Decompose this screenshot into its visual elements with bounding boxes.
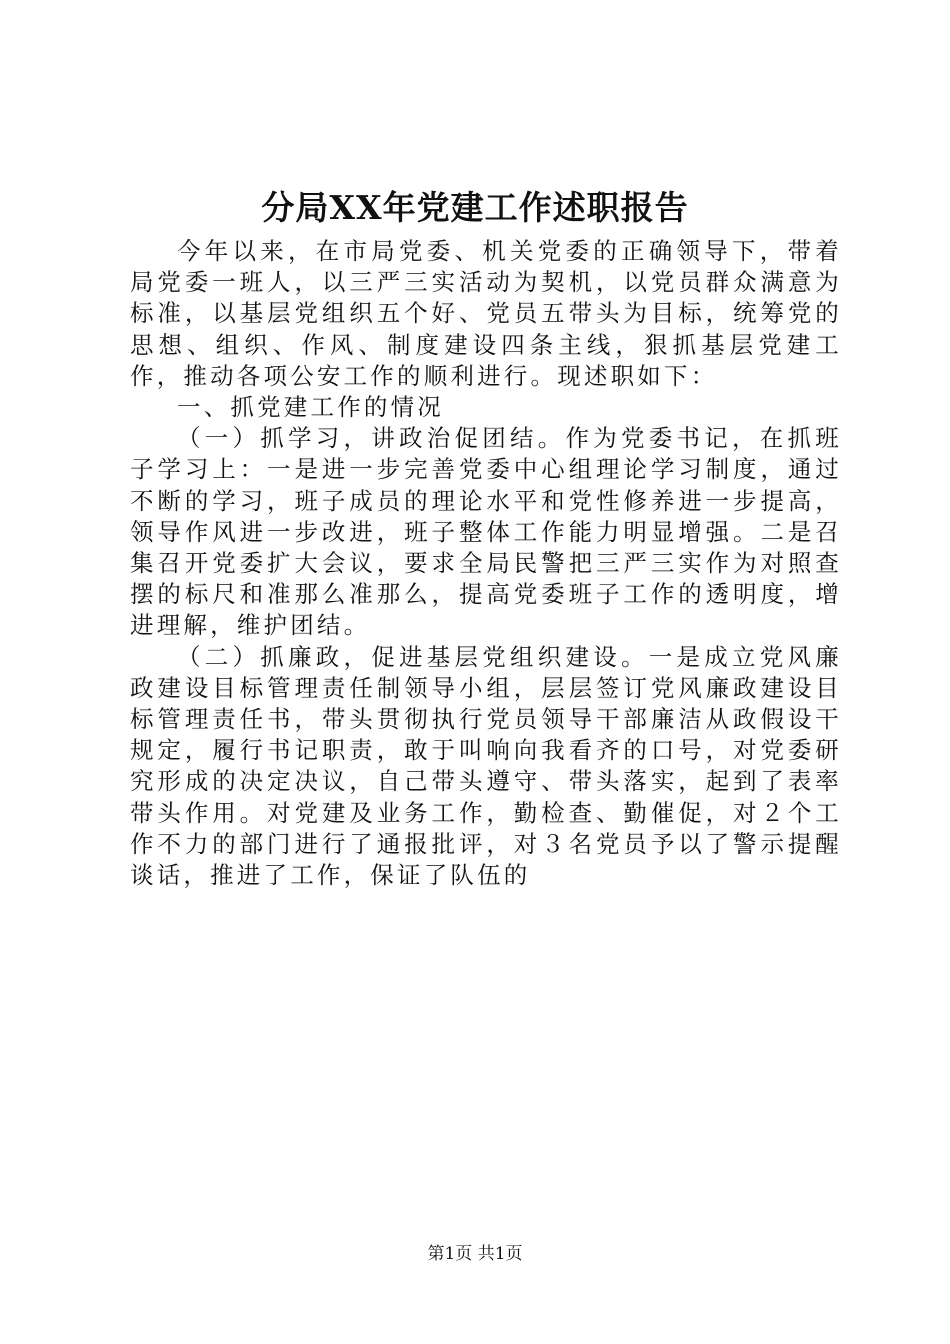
subsection-study-paragraph: （一）抓学习，讲政治促团结。作为党委书记，在抓班子学习上：一是进一步完善党委中心组理论学习制度，通过不断的学习，班子成员的理论水平和党性修养进一步提高，领导作风进一步改进，班子整体工作能力明显增强。二是召集召开党委扩大会议，要求全局民警把三严三实作为对照查摆的标尺和准那么准那么，提高党委班子工作的透明度，增进理解，维护团结。	[130, 424, 842, 640]
intro-paragraph: 今年以来，在市局党委、机关党委的正确领导下，带着局党委一班人，以三严三实活动为契机，以党员群众满意为标准，以基层党组织五个好、党员五带头为目标，统筹党的思想、组织、作风、制度建设四条主线，狠抓基层党建工作，推动各项公安工作的顺利进行。现述职如下：	[130, 237, 842, 390]
document-body	[130, 236, 842, 891]
page-number-footer: 第1页 共1页	[427, 1244, 523, 1264]
section-heading: 一、抓党建工作的情况	[177, 393, 444, 422]
document-title: 分局XX年党建工作述职报告	[261, 188, 689, 227]
subsection-integrity-paragraph: （二）抓廉政，促进基层党组织建设。一是成立党风廉政建设目标管理责任制领导小组，层层签订党风廉政建设目标管理责任书，带头贯彻执行党员领导干部廉洁从政假设干规定，履行书记职责，敢于叫响向我看齐的口号，对党委研究形成的决定决议，自己带头遵守、带头落实，起到了表率带头作用。对党建及业务工作，勤检查、勤催促，对２个工作不力的部门进行了通报批评，对３名党员予以了警示提醒谈话，推进了工作，保证了队伍的	[130, 642, 842, 890]
